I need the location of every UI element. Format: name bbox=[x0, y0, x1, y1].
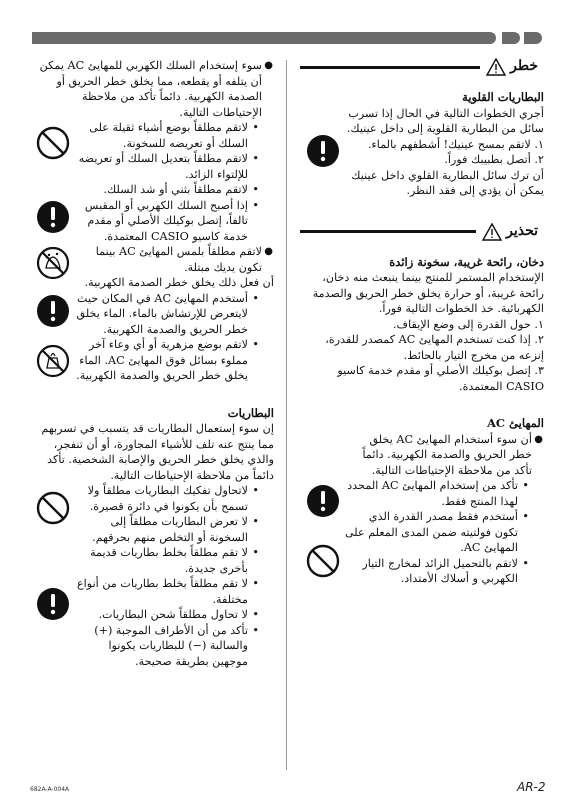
cord-bullet: • لاتقم مطلقاً بتعديل السلك أو تعريضه للإلتواء الزائد. bbox=[74, 151, 260, 182]
water-bullet: • أستخدم المهايئ AC في المكان حيث لايتعرض للإرتشاش بالماء. الماء يخلق خطر الحريق والصدمة الكهربية. bbox=[74, 291, 260, 338]
batteries-intro: إن سوء إستعمال البطاريات قد يتسبب في تسربهم مما ينتج عنه تلف للأشياء المجاورة، أو أن تنفجر، والذي يخلق خطر الحريق والإصابة الشخصية. تأكد دائماً من ملاحظة الإحتياطات التالية. bbox=[41, 422, 274, 482]
battery-bullet: • لا تقم مطلقاً بخلط بطاريات قديمة بأخرى جديدة. bbox=[74, 545, 260, 576]
ac-intro: ● أن سوء أستخدام المهايئ AC يخلق خطر الحريق والصدمة الكهربية. دائماً تأكد من ملاحظة الإحتياطات التالية. bbox=[300, 432, 544, 479]
ac-bullet: • لاتقم بالتحميل الزائد لمخارج التيار الكهربي و أسلاك الأمتداد. bbox=[300, 556, 530, 587]
cord-bullet: • لاتقم مطلقاً بوضع أشياء ثقيلة على السلك أو تعريضه للسخونة. bbox=[74, 120, 260, 151]
battery-bullet: • لا تحاول مطلقاً شحن البطاريات. bbox=[74, 607, 260, 623]
mandatory-icon bbox=[36, 587, 70, 621]
warning-title: خطر bbox=[510, 58, 538, 75]
ac-bullet: • تأكد من إستخدام المهايئ AC المحدد لهذا المنتج فقط. bbox=[300, 478, 530, 509]
battery-text: أجري الخطوات التالية في الحال إذا تسرب سائل من البطارية القلوية إلى داخل عينيك. bbox=[346, 106, 544, 135]
cord-bullet: • لاتقم مطلقاً بثني أو شد السلك. bbox=[74, 182, 260, 198]
smoke-step: ١. حول القدرة إلى وضع الإيقاف. bbox=[392, 317, 544, 331]
page-number: AR-2 bbox=[517, 780, 546, 794]
prohibition-icon bbox=[36, 126, 70, 160]
smoke-heading: دخان، رائحة غريبة، سخونة زائدة bbox=[389, 254, 544, 269]
warning-triangle-icon bbox=[486, 58, 506, 76]
prohibition-icon bbox=[36, 491, 70, 525]
document-code: 682A-A-004A bbox=[30, 786, 70, 793]
left-column bbox=[30, 58, 274, 669]
battery-bullet: • تأكد من أن الأطراف الموجبة (+) والسالبة (−) للبطاريات يكونوا موجهين بطريقة صحيحة. bbox=[74, 623, 260, 670]
column-divider bbox=[286, 60, 287, 770]
smoke-step: ٣. إتصل بوكيلك الأصلي أو مقدم خدمة كاسيو CASIO المعتمدة. bbox=[337, 364, 544, 393]
battery-step: ٢. أتصل بطبيبك فوراً. bbox=[444, 153, 544, 166]
wet-hands-text: ● لاتقم مطلقاً بلمس المهايئ AC بينما تكون يديك مبتلة. bbox=[74, 244, 274, 275]
no-wet-hands-icon bbox=[36, 246, 70, 280]
wet-hands-text-2: أن فعل ذلك يخلق خطر الصدمة الكهربية. bbox=[84, 276, 274, 289]
smoke-text: الإستخدام المستمر للمنتج بينما ينبعث منه دخان، رائحة غريبة، أو حرارة يخلق خطر الحريق والصدمة الكهربائية. خذ الخطوات التالية فوراً. bbox=[312, 271, 544, 315]
battery-bullet: • لاتحاول تفكيك البطاريات مطلقاً ولا تسمح بأن يكونوا في دائرة قصيرة. bbox=[74, 483, 260, 514]
header-bar bbox=[32, 32, 542, 44]
mandatory-icon bbox=[36, 200, 70, 234]
mandatory-icon bbox=[306, 134, 340, 168]
battery-bullet: • لا تقم مطلقاً بخلط بطاريات من أنواع مختلفة. bbox=[74, 576, 260, 607]
vase-bullet: • لاتقم بوضع مزهرية أو أي وعاء آخر مملوء بسائل فوق المهايئ AC. الماء يخلق خطر الحريق والصدمة الكهربية. bbox=[74, 337, 260, 384]
caution-title: تحذير bbox=[506, 222, 538, 239]
warning-banner bbox=[300, 58, 544, 76]
smoke-step: ٢. إذا كنت تستخدم المهايئ AC كمصدر للقدرة، إنزعه من مخرج التيار بالحائط. bbox=[325, 333, 544, 362]
right-column bbox=[300, 58, 544, 587]
ac-bullet: • أستخدم فقط مصدر القدرة الذي تكون فولتيته ضمن المدى المعلم على المهايئ AC. bbox=[300, 509, 530, 556]
cord-bullet: • إذا أصبح السلك الكهربي أو المقبس تالفاً، إتصل بوكيلك الأصلي أو مقدم خدمة كاسيو CASIO المعتمدة. bbox=[74, 198, 260, 245]
battery-step: ١. لاتقم بمسح عينيك! أشطفهم بالماء. bbox=[367, 137, 544, 151]
ac-heading: المهايئ AC bbox=[486, 416, 544, 430]
caution-triangle-icon bbox=[482, 223, 502, 241]
battery-tail: أن ترك سائل البطارية القلوي داخل عينيك يمكن أن يؤدي إلى فقد النظر. bbox=[351, 168, 544, 197]
cord-intro: ● سوء إستخدام السلك الكهربي للمهايئ AC يمكن أن يتلفه أو يقطعه، مما يخلق خطر الحريق أو الصدمة الكهربية. دائماً تأكد من ملاحظة الإحتياطات التالية. bbox=[30, 58, 274, 120]
batteries-heading: البطاريات bbox=[227, 405, 274, 420]
mandatory-icon bbox=[36, 294, 70, 328]
battery-heading: البطاريات القلوية bbox=[462, 90, 544, 104]
battery-bullet: • لا تعرض البطاريات مطلقاً إلى السخونة أو التخلص منهم بحرقهم. bbox=[74, 514, 260, 545]
caution-banner bbox=[300, 223, 544, 241]
no-water-icon bbox=[36, 344, 70, 378]
